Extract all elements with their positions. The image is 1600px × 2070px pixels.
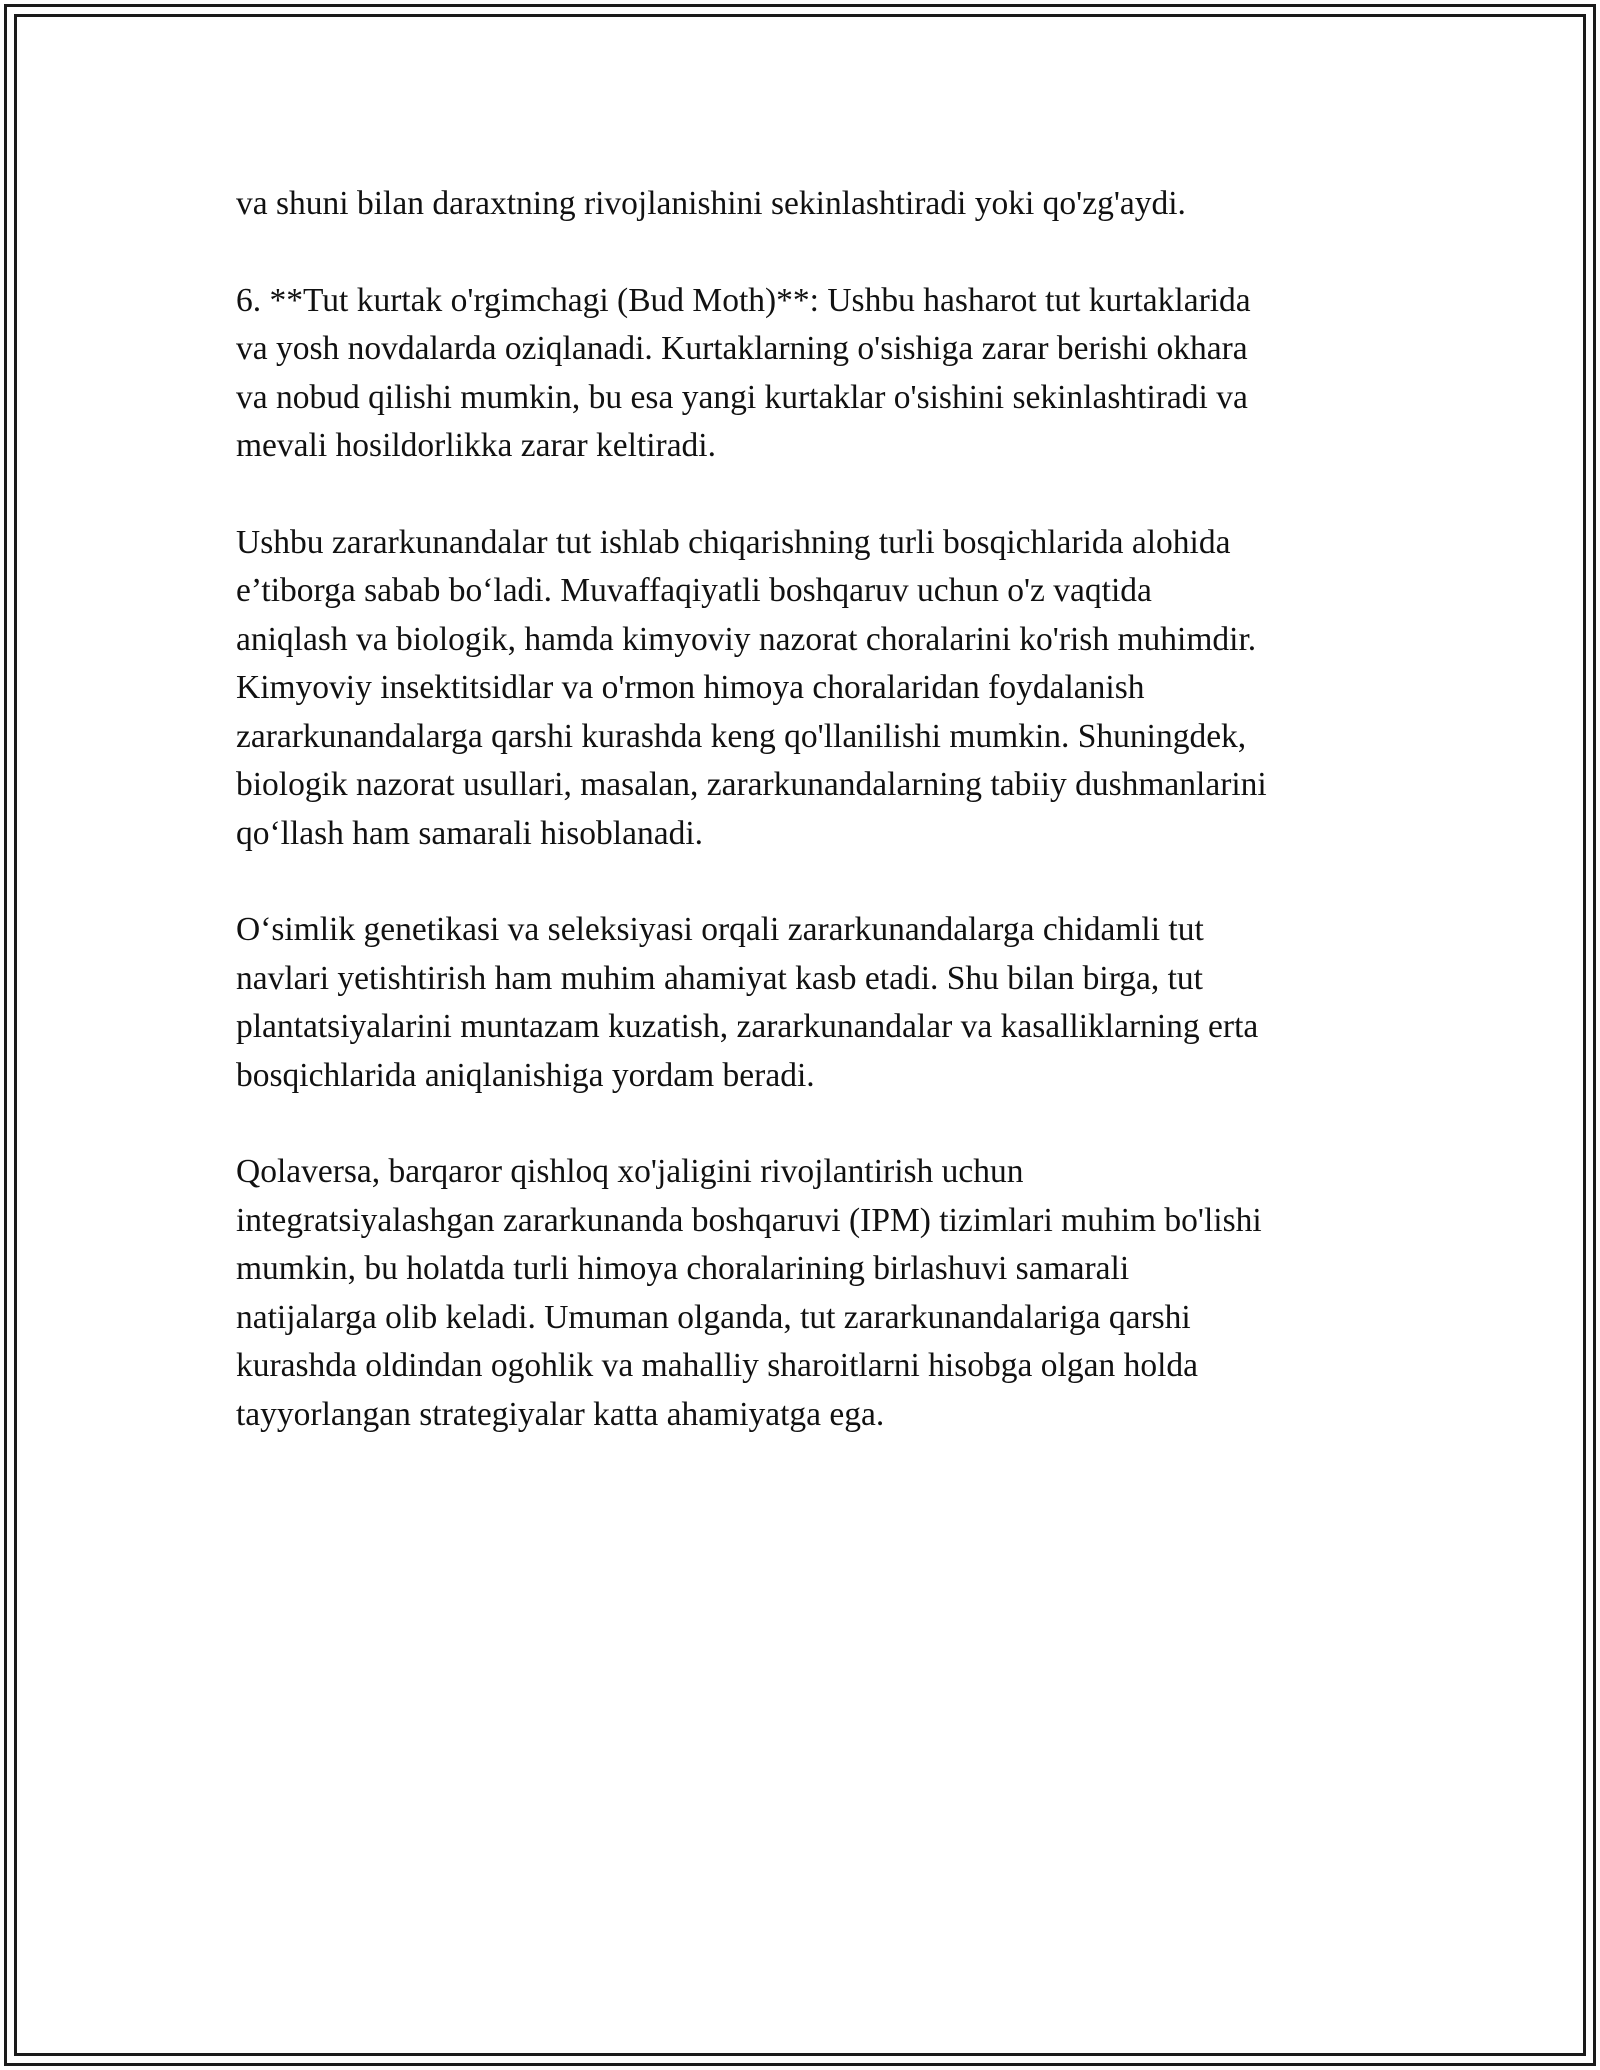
text-line: Qolaversa, barqaror qishloq xo'jaligini rivojlantirish uchun [236,1153,1024,1190]
document-body [236,180,1386,1487]
text-line: Ushbu zararkunandalar tut ishlab chiqarishning turli bosqichlarida alohida [236,523,1231,561]
text-line: natijalarga olib keladi. Umuman olganda, tut zararkunandalariga qarshi [236,1298,1191,1336]
text-line: bosqichlarida aniqlanishiga yordam beradi. [236,1056,815,1094]
text-line: mevali hosildorlikka zarar keltiradi. [236,427,716,464]
paragraph-genetics [236,906,1386,1100]
paragraph-continuation [236,180,1386,229]
text-line: O‘simlik genetikasi va seleksiyasi orqali zararkunandalarga chidamli tut [236,911,1204,948]
text-line: qo‘llash ham samarali hisoblanadi. [236,814,704,852]
text-line: va shuni bilan daraxtning rivojlanishini sekinlashtiradi yoki qo'zg'aydi. [236,185,1186,222]
text-line: mumkin, bu holatda turli himoya choralarining birlashuvi samarali [236,1250,1130,1287]
text-line: Kimyoviy insektitsidlar va o'rmon himoya choralaridan foydalanish [236,669,1145,706]
paragraph-bud-moth [236,277,1386,471]
text-line: zararkunandalarga qarshi kurashda keng qo'llanilishi mumkin. Shuningdek, [236,717,1247,755]
paragraph-ipm [236,1148,1386,1439]
text-line: e’tiborga sabab bo‘ladi. Muvaffaqiyatli boshqaruv uchun o'z vaqtida [236,572,1152,609]
paragraph-pest-control [236,519,1386,859]
text-line: va yosh novdalarda oziqlanadi. Kurtaklarning o'sishiga zarar berishi okhara [236,330,1248,367]
text-line: 6. **Tut kurtak o'rgimchagi (Bud Moth)**: Ushbu hasharot tut kurtaklarida [236,281,1251,319]
text-line: plantatsiyalarini muntazam kuzatish, zararkunandalar va kasalliklarning erta [236,1008,1259,1045]
text-line: va nobud qilishi mumkin, bu esa yangi kurtaklar o'sishini sekinlashtiradi va [236,378,1248,416]
text-line: aniqlash va biologik, hamda kimyoviy nazorat choralarini ko'rish muhimdir. [236,620,1257,658]
text-line: tayyorlangan strategiyalar katta ahamiyatga ega. [236,1395,885,1433]
text-line: kurashda oldindan ogohlik va mahalliy sharoitlarni hisobga olgan holda [236,1347,1198,1384]
text-line: integratsiyalashgan zararkunanda boshqaruvi (IPM) tizimlari muhim bo'lishi [236,1201,1262,1239]
text-line: biologik nazorat usullari, masalan, zararkunandalarning tabiiy dushmanlarini [236,766,1267,803]
text-line: navlari yetishtirish ham muhim ahamiyat kasb etadi. Shu bilan birga, tut [236,959,1203,997]
